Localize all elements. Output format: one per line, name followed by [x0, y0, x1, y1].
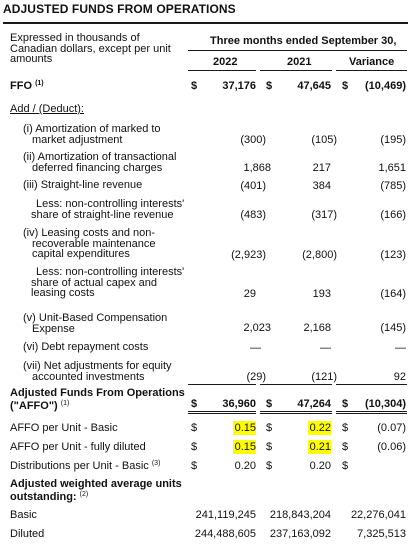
cell-variance: (145) — [380, 322, 406, 334]
ffo-variance: (10,469) — [365, 80, 406, 92]
cell-2021: 237,163,092 — [269, 528, 331, 540]
affo-variance: (10,304) — [365, 398, 406, 410]
cell-variance: (164) — [380, 288, 406, 300]
footnote-ref: (1) — [60, 399, 70, 407]
cell-2022: 0.20 — [234, 460, 256, 472]
total-double-rule — [188, 411, 256, 414]
cell-2021: — — [320, 342, 331, 354]
add-deduct-heading: Add / (Deduct): — [10, 103, 84, 115]
currency-symbol: $ — [266, 460, 273, 472]
weighted-units-heading — [10, 479, 182, 502]
currency-symbol: $ — [266, 80, 273, 92]
currency-symbol: $ — [266, 441, 273, 453]
row-label-line: (ii) Amortization of transactional — [23, 151, 177, 163]
cell-2021: (317) — [311, 209, 337, 221]
cell-variance: (0.06) — [377, 441, 406, 453]
currency-symbol: $ — [191, 80, 198, 92]
currency-symbol: $ — [191, 460, 198, 472]
cell-variance: (195) — [380, 134, 406, 146]
weighted-heading-line: outstanding: — [10, 490, 77, 503]
row-label-line: (iii) Straight-line revenue — [23, 179, 143, 191]
table-row-label — [31, 267, 184, 299]
row-label-line: accounted investments — [32, 370, 145, 383]
row-label-line: deferred financing charges — [32, 161, 163, 174]
footnote-ref: (2) — [79, 490, 89, 498]
per-unit-label — [10, 460, 160, 472]
col-rule — [260, 70, 332, 71]
cell-variance: 92 — [393, 371, 406, 383]
cell-2021: 384 — [312, 180, 331, 192]
affo-label-line: ("AFFO") — [10, 399, 58, 412]
col-variance-header: Variance — [349, 56, 395, 68]
table-row-label — [31, 199, 184, 220]
currency-symbol: $ — [191, 422, 198, 434]
per-unit-label: AFFO per Unit - Basic — [10, 422, 118, 434]
cell-variance: — — [395, 342, 406, 354]
subtotal-rule — [336, 384, 407, 385]
currency-symbol: $ — [266, 398, 273, 410]
cell-2021: 2,168 — [303, 322, 331, 334]
currency-symbol: $ — [342, 441, 349, 453]
row-label-line: Expense — [32, 322, 75, 335]
cell-variance: (0.07) — [377, 422, 406, 434]
cell-2022: (300) — [240, 134, 266, 146]
weighted-heading-line: Adjusted weighted average units — [10, 478, 182, 490]
row-label-line: Less: non-controlling interests' — [36, 266, 185, 278]
cell-2022: 2,023 — [243, 322, 271, 334]
col-2021-header: 2021 — [287, 56, 312, 68]
cell-variance: (123) — [380, 249, 406, 261]
cell-2021: 218,843,204 — [269, 509, 331, 521]
cell-2022: 1,868 — [243, 162, 271, 174]
cell-variance: 22,276,041 — [350, 509, 406, 521]
ffo-2022: 37,176 — [222, 80, 256, 92]
affo-2022: 36,960 — [222, 398, 256, 410]
cell-2021: 217 — [312, 162, 331, 174]
cell-2021: 193 — [312, 288, 331, 300]
cell-2022: (483) — [240, 209, 266, 221]
ffo-label-text: FFO — [10, 80, 32, 92]
row-label-line: (vi) Debt repayment costs — [23, 341, 149, 353]
units-label: Basic — [10, 509, 37, 521]
table-title: ADJUSTED FUNDS FROM OPERATIONS — [3, 2, 236, 16]
row-label-line: market adjustment — [32, 133, 123, 146]
affo-label-line: Adjusted Funds From Operations — [10, 387, 185, 399]
highlighted-value: 0.15 — [234, 441, 256, 453]
row-label-line: recoverable maintenance — [32, 237, 156, 250]
highlighted-value: 0.15 — [234, 422, 256, 434]
table-row-label — [23, 152, 176, 173]
row-label-line: share of straight-line revenue — [31, 208, 174, 221]
table-row-label — [23, 180, 142, 191]
cell-2021: (2,800) — [302, 249, 337, 261]
footnote-ref: (3) — [151, 460, 161, 467]
cell-variance: (785) — [380, 180, 406, 192]
col-rule — [336, 70, 407, 71]
table-row-label — [23, 124, 161, 145]
cell-2022: (2,923) — [231, 249, 266, 261]
units-note-line: Canadian dollars, except per unit — [10, 42, 171, 55]
row-label-line: share of actual capex and — [31, 276, 157, 289]
period-header: Three months ended September 30, — [210, 35, 397, 47]
currency-symbol: $ — [342, 460, 349, 472]
currency-symbol: $ — [342, 80, 349, 92]
title-rule — [3, 22, 408, 24]
cell-2022: (401) — [240, 180, 266, 192]
row-label-line: capital expenditures — [32, 248, 130, 260]
per-unit-label: AFFO per Unit - fully diluted — [10, 441, 146, 453]
table-row-label — [23, 228, 156, 260]
total-double-rule — [336, 411, 407, 414]
row-label-line: Less: non-controlling interests' — [36, 198, 185, 210]
cell-2021: (121) — [311, 371, 337, 383]
cell-variance: (166) — [380, 209, 406, 221]
subtotal-rule — [260, 384, 332, 385]
currency-symbol: $ — [266, 422, 273, 434]
highlighted-value: 0.21 — [309, 441, 331, 453]
currency-symbol: $ — [191, 441, 198, 453]
footnote-ref: (1) — [35, 80, 44, 87]
highlighted-value: 0.22 — [309, 422, 331, 434]
table-row-label — [23, 361, 172, 382]
row-label-line: (iv) Leasing costs and non- — [23, 227, 156, 239]
units-note — [10, 33, 171, 65]
currency-symbol: $ — [342, 422, 349, 434]
cell-2022: 241,119,245 — [195, 509, 256, 521]
cell-variance: 1,651 — [378, 162, 406, 174]
table-row-label — [23, 342, 148, 353]
period-rule — [188, 50, 407, 51]
row-label-line: (vii) Net adjustments for equity — [23, 360, 172, 372]
units-note-line: Expressed in thousands of — [10, 32, 140, 44]
currency-symbol: $ — [191, 398, 198, 410]
table-row-label — [23, 313, 167, 334]
ffo-2021: 47,645 — [297, 80, 331, 92]
total-double-rule — [260, 411, 332, 414]
affo-label — [10, 388, 185, 411]
cell-2022: — — [250, 342, 261, 354]
ffo-label — [10, 80, 44, 92]
units-note-line: amounts — [10, 53, 53, 65]
cell-2022: (29) — [246, 371, 266, 383]
per-unit-label-text: Distributions per Unit - Basic — [10, 460, 149, 472]
currency-symbol: $ — [342, 398, 349, 410]
row-label-line: (i) Amortization of marked to — [23, 123, 161, 135]
units-label: Diluted — [10, 528, 45, 540]
row-label-line: leasing costs — [31, 287, 95, 299]
subtotal-rule — [188, 384, 256, 385]
cell-2021: (105) — [311, 134, 337, 146]
row-label-line: (v) Unit-Based Compensation — [23, 312, 168, 324]
col-2022-header: 2022 — [213, 56, 238, 68]
cell-2022: 29 — [243, 288, 256, 300]
cell-2022: 244,488,605 — [194, 528, 256, 540]
cell-2021: 0.20 — [309, 460, 331, 472]
col-rule — [188, 70, 256, 71]
cell-variance: 7,325,513 — [357, 528, 406, 540]
affo-2021: 47,264 — [297, 398, 331, 410]
